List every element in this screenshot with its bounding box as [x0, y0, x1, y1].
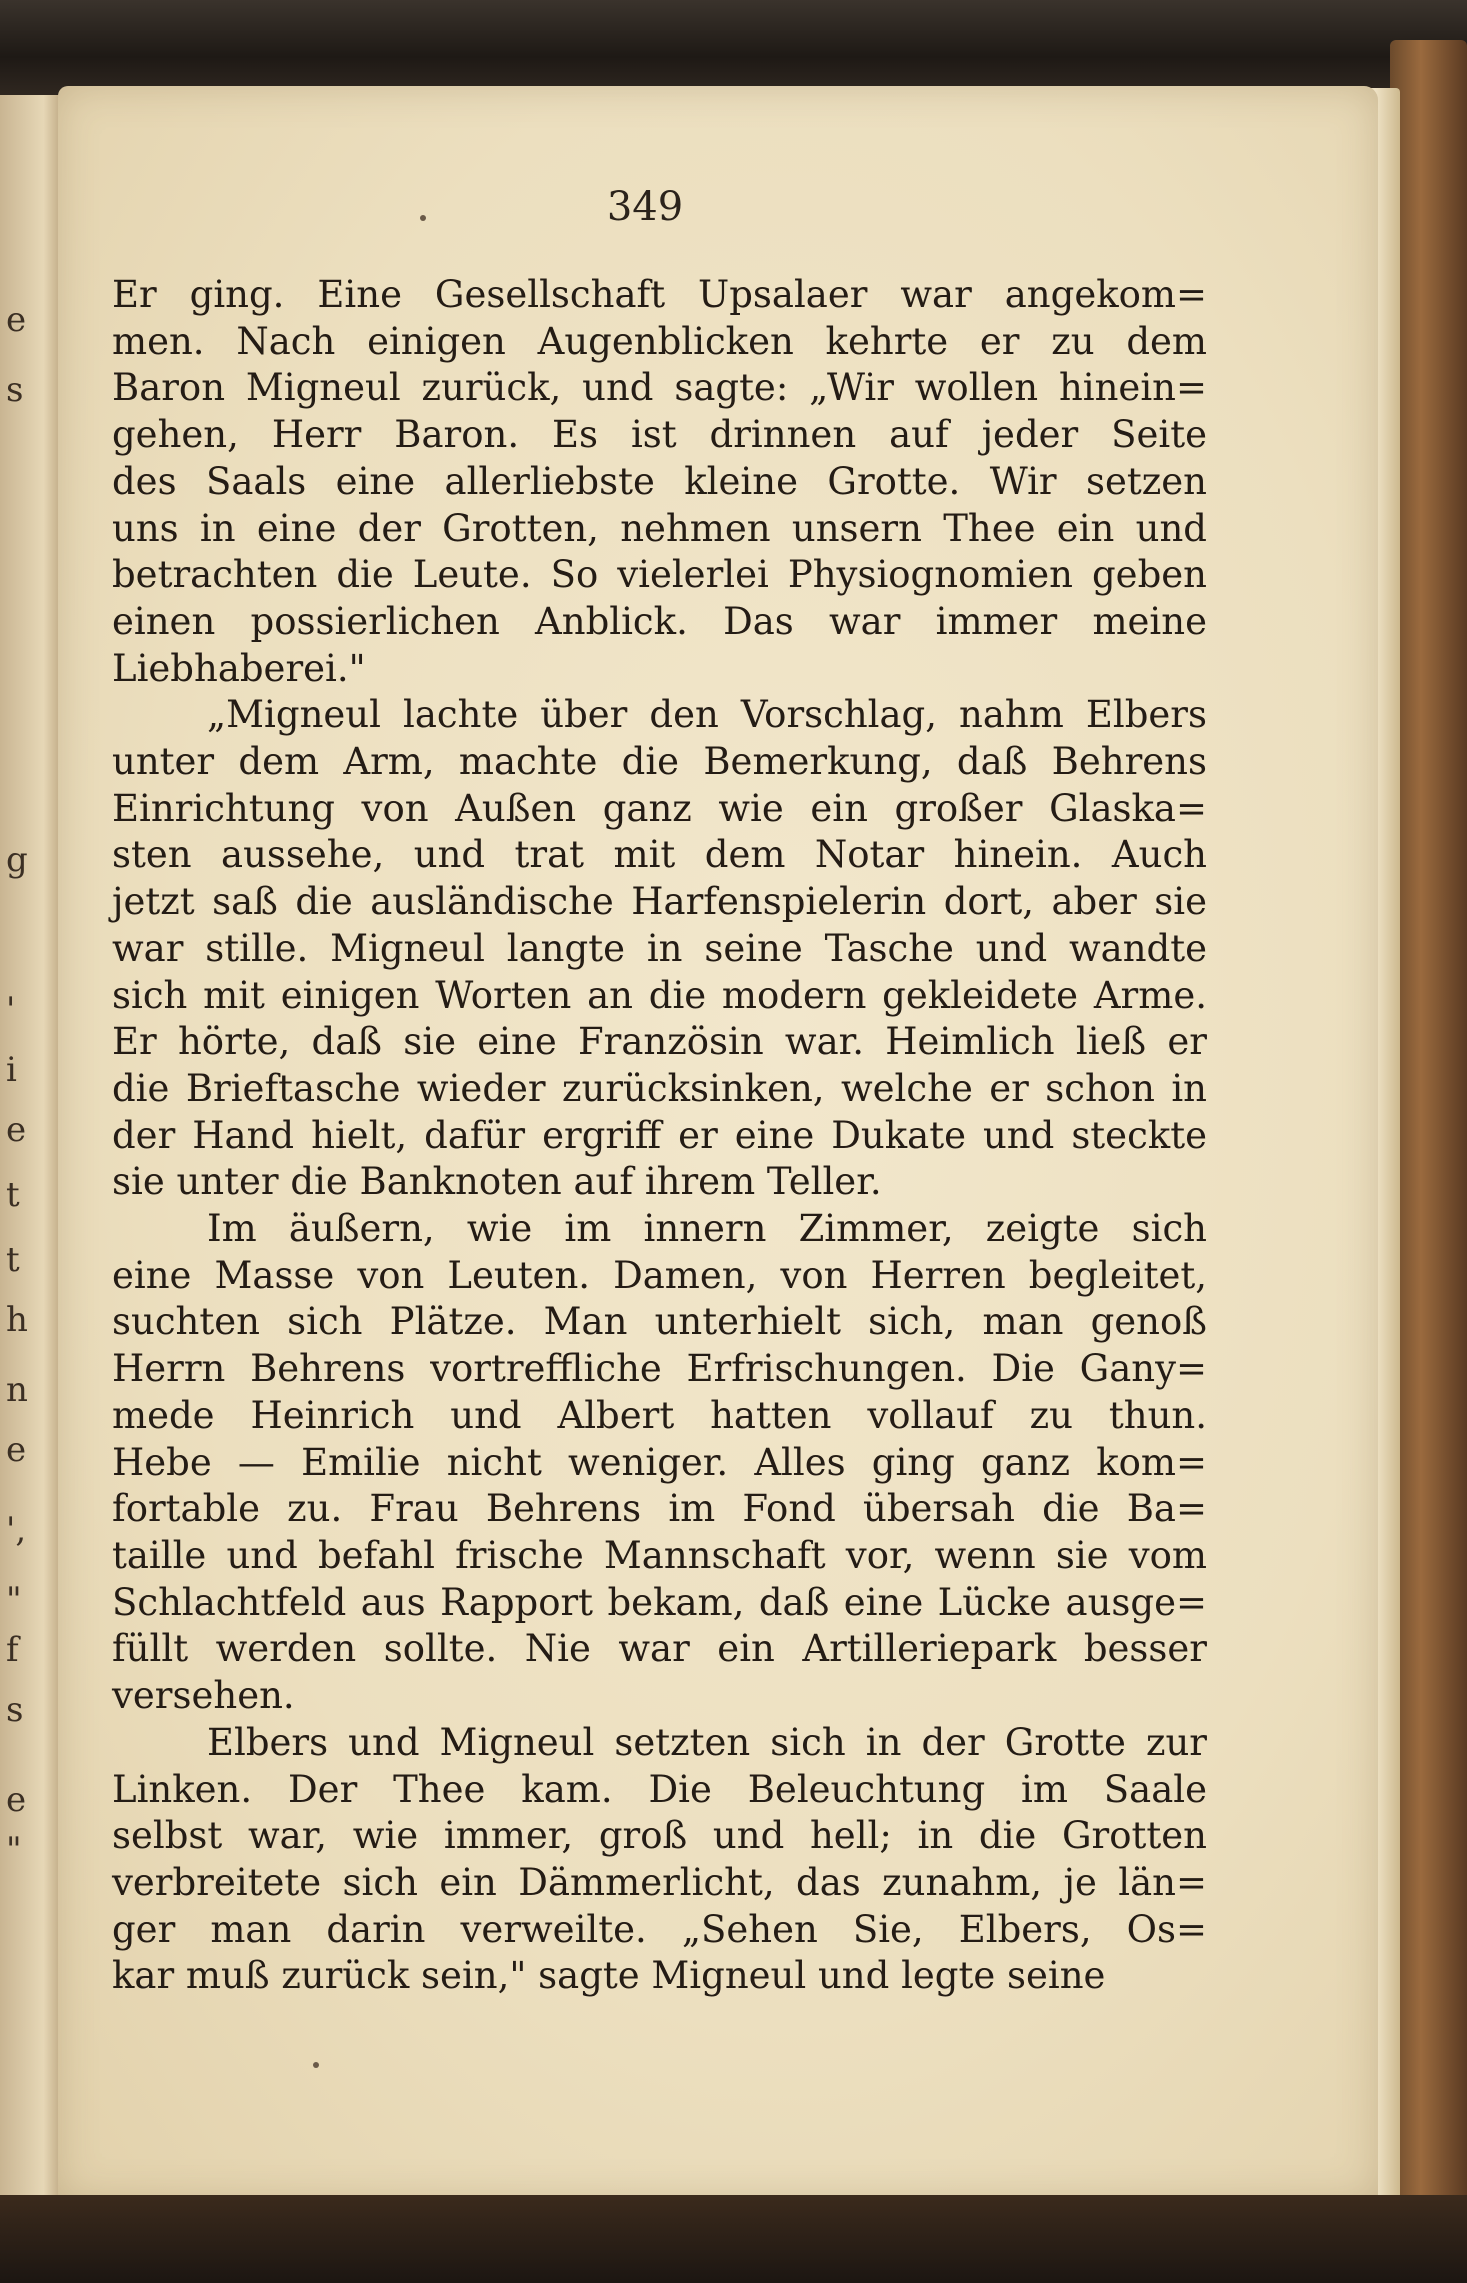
text-line: mede Heinrich und Albert hatten vollauf zu thun. [112, 1393, 1207, 1437]
left-page-fragment: e [6, 1430, 27, 1470]
text-line: uns in eine der Grotten, nehmen unsern Thee ein und [112, 506, 1207, 550]
page-speck [420, 215, 426, 221]
left-page-fragment: e [6, 1780, 27, 1820]
left-page-fragment: s [6, 1690, 24, 1730]
left-page-fragment: t [6, 1175, 20, 1215]
page-speck [313, 2062, 319, 2068]
book-cover-right [1390, 40, 1467, 2230]
text-line: Er ging. Eine Gesellschaft Upsalaer war angekom= [112, 273, 1207, 316]
text-line: die Brieftasche wieder zurücksinken, welche er schon in [112, 1066, 1207, 1110]
text-line: fortable zu. Frau Behrens im Fond übersah die Ba= [112, 1487, 1207, 1531]
text-line: Im äußern, wie im innern Zimmer, zeigte sich [207, 1207, 1207, 1251]
book-binding-top [0, 0, 1467, 95]
left-page-fragment: f [6, 1630, 19, 1670]
left-page-fragment: t [6, 1240, 20, 1280]
text-line: betrachten die Leute. So vielerlei Physiognomien geben [112, 553, 1207, 597]
text-line: gehen, Herr Baron. Es ist drinnen auf jeder Seite [112, 413, 1207, 457]
page-number: 349 [606, 184, 684, 230]
text-line: kar muß zurück sein," sagte Migneul und legte seine [112, 1954, 1106, 1998]
text-line: ger man darin verweilte. „Sehen Sie, Elbers, Os= [112, 1907, 1207, 1951]
text-line: der Hand hielt, dafür ergriff er eine Dukate und steckte [112, 1113, 1207, 1157]
text-line: jetzt saß die ausländische Harfenspielerin dort, aber sie [112, 880, 1207, 924]
left-page-fragment: ', [6, 1510, 27, 1550]
text-line: men. Nach einigen Augenblicken kehrte er zu dem [112, 319, 1207, 363]
text-line: versehen. [112, 1674, 295, 1718]
text-line: des Saals eine allerliebste kleine Grotte. Wir setzen [112, 459, 1207, 503]
left-page-fragment: " [6, 1830, 22, 1870]
text-line: einen possierlichen Anblick. Das war immer meine [112, 599, 1207, 643]
text-line: sten aussehe, und trat mit dem Notar hinein. Auch [112, 833, 1207, 877]
text-line: füllt werden sollte. Nie war ein Artilleriepark besser [112, 1627, 1207, 1671]
text-line: Elbers und Migneul setzten sich in der Grotte zur [207, 1720, 1207, 1764]
text-line: eine Masse von Leuten. Damen, von Herren begleitet, [112, 1253, 1207, 1297]
text-line: taille und befahl frische Mannschaft vor, wenn sie vom [112, 1533, 1207, 1577]
text-line: verbreitete sich ein Dämmerlicht, das zunahm, je län= [112, 1860, 1207, 1904]
left-page-fragment: h [6, 1300, 28, 1340]
left-page-fragment: e [6, 1110, 27, 1150]
book-binding-bottom [0, 2195, 1467, 2283]
left-page-fragment: ' [6, 990, 16, 1030]
left-page-fragment: g [6, 840, 28, 880]
left-page-fragment: e [6, 300, 27, 340]
text-line: unter dem Arm, machte die Bemerkung, daß Behrens [112, 740, 1207, 784]
text-line: Einrichtung von Außen ganz wie ein großer Glaska= [112, 786, 1207, 830]
left-page-fragment: i [6, 1050, 17, 1090]
text-line: Liebhaberei." [112, 646, 366, 690]
left-page-fragment: " [6, 1580, 22, 1620]
text-line: war stille. Migneul langte in seine Tasche und wandte [112, 926, 1207, 970]
text-line: Linken. Der Thee kam. Die Beleuchtung im Saale [112, 1767, 1207, 1811]
text-line: sie unter die Banknoten auf ihrem Teller. [112, 1160, 882, 1204]
text-line: Herrn Behrens vortreffliche Erfrischungen. Die Gany= [112, 1347, 1207, 1391]
text-line: selbst war, wie immer, groß und hell; in die Grotten [112, 1814, 1207, 1858]
text-line: sich mit einigen Worten an die modern gekleidete Arme. [112, 973, 1207, 1017]
body-text [112, 272, 1207, 2000]
text-line: Er hörte, daß sie eine Französin war. Heimlich ließ er [112, 1020, 1207, 1064]
left-page-fragment: n [6, 1370, 28, 1410]
text-line: „Migneul lachte über den Vorschlag, nahm Elbers [207, 693, 1207, 737]
text-line: Schlachtfeld aus Rapport bekam, daß eine Lücke ausge= [112, 1580, 1207, 1624]
text-line: suchten sich Plätze. Man unterhielt sich, man genoß [112, 1300, 1207, 1344]
text-line: Hebe — Emilie nicht weniger. Alles ging ganz kom= [112, 1440, 1207, 1484]
text-line: Baron Migneul zurück, und sagte: „Wir wollen hinein= [112, 366, 1207, 410]
left-page-fragment: s [6, 370, 24, 410]
